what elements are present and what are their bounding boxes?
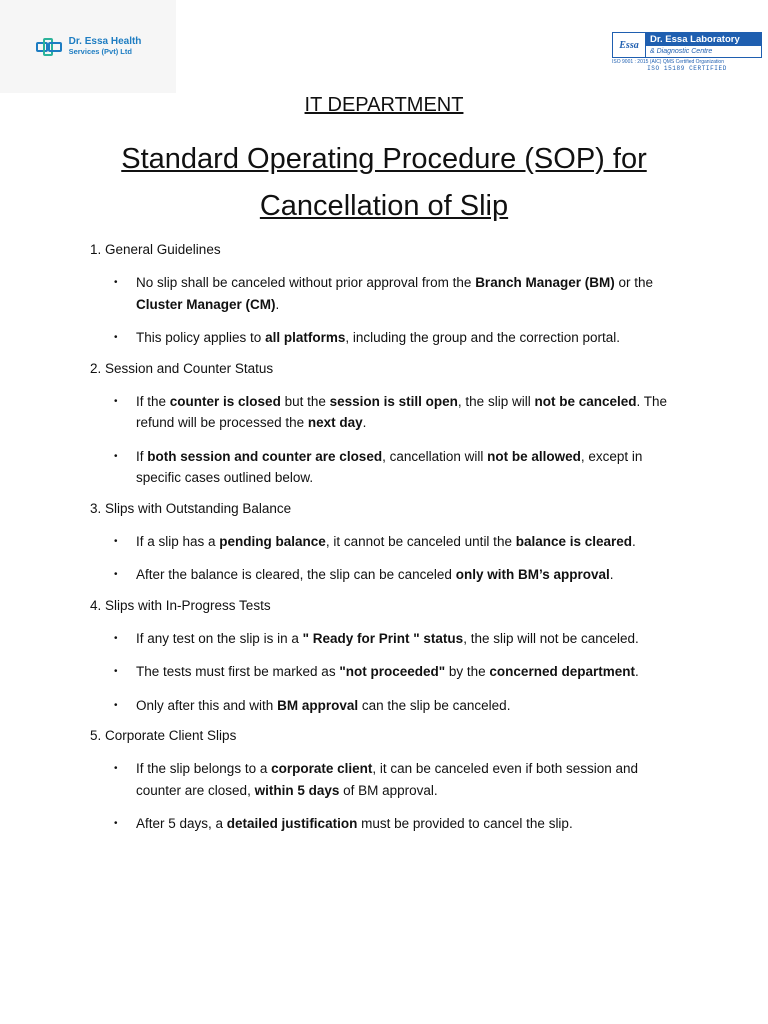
- header-left-logo-area: [0, 0, 176, 93]
- bullet-dot-icon: •: [114, 332, 118, 343]
- section-heading: 3. Slips with Outstanding Balance: [90, 500, 292, 516]
- bullet-dot-icon: •: [114, 395, 118, 407]
- bold-text: Branch Manager (BM): [475, 275, 615, 290]
- bullet-item: [90, 564, 690, 586]
- body-text: , cancellation will: [382, 448, 488, 464]
- iso-15189-line: ISO 15189 CERTIFIED: [647, 65, 727, 72]
- body-text: This policy applies to: [136, 330, 266, 345]
- body-text: by the: [445, 664, 490, 679]
- bold-text: concerned department: [489, 664, 635, 679]
- laboratory-logo-box: [612, 32, 762, 58]
- bullet-item: [90, 758, 690, 801]
- bold-text: not be canceled: [534, 393, 637, 409]
- bold-text: within 5 days: [254, 782, 340, 798]
- body-text: can the slip be canceled.: [358, 697, 511, 713]
- company-logo-text: [69, 37, 142, 57]
- bold-text: pending balance: [219, 533, 326, 549]
- bullet-dot-icon: •: [114, 699, 118, 711]
- section-heading: 5. Corporate Client Slips: [90, 728, 237, 743]
- document-title-line1: Standard Operating Procedure (SOP) for: [121, 143, 647, 175]
- body-text: If: [136, 448, 148, 464]
- body-text: After 5 days, a: [136, 816, 227, 831]
- bold-text: corporate client: [271, 761, 373, 776]
- laboratory-logo: [612, 32, 762, 72]
- laboratory-logo-name: [646, 33, 761, 57]
- iso-certification-line: ISO 9001 : 2015 (AIC) QMS Certified Organization: [612, 59, 724, 65]
- bullet-item: [90, 531, 690, 553]
- body-text: , except in: [580, 448, 643, 464]
- bullet-item: [90, 695, 690, 717]
- company-logo: [35, 36, 142, 58]
- laboratory-logo-mark: Essa: [613, 33, 646, 57]
- bold-text: balance is cleared: [515, 533, 633, 549]
- body-text: , the slip will not be canceled.: [463, 630, 639, 646]
- document-title-line2: Cancellation of Slip: [259, 190, 509, 222]
- bullet-dot-icon: •: [114, 535, 118, 547]
- bold-text: " Ready for Print " status: [302, 630, 464, 646]
- bold-text: not be allowed: [487, 448, 581, 464]
- department-heading: IT DEPARTMENT: [304, 94, 464, 116]
- bullet-dot-icon: •: [114, 277, 118, 288]
- company-name-line2: Services (Pvt) Ltd: [68, 46, 132, 56]
- body-text: After the balance is cleared, the slip can be canceled: [136, 567, 456, 582]
- section-heading: 1. General Guidelines: [90, 242, 221, 257]
- bullet-dot-icon: •: [114, 763, 118, 774]
- body-text: If any test on the slip is in a: [136, 630, 303, 646]
- body-text: Only after this and with: [136, 697, 278, 713]
- bold-text: detailed justification: [226, 816, 358, 831]
- body-text: but the: [280, 393, 330, 409]
- sop-content: [90, 240, 690, 835]
- body-text: .: [275, 296, 280, 312]
- company-name-line1: Dr. Essa Health: [68, 35, 142, 47]
- bullet-item: [90, 391, 690, 434]
- laboratory-subtitle: & Diagnostic Centre: [650, 48, 713, 55]
- bullet-dot-icon: •: [114, 632, 118, 644]
- bold-text: counter is closed: [169, 393, 281, 409]
- bold-text: Cluster Manager (CM): [136, 296, 276, 312]
- body-text: specific cases outlined below.: [136, 470, 314, 485]
- laboratory-name: Dr. Essa Laboratory: [646, 33, 761, 46]
- bold-text: "not proceeded": [339, 664, 446, 679]
- section-heading: 2. Session and Counter Status: [90, 360, 274, 376]
- body-text: , it cannot be canceled until the: [325, 533, 516, 549]
- body-text: If the: [136, 393, 170, 409]
- bold-text: BM approval: [277, 697, 359, 713]
- body-text: or the: [614, 275, 653, 290]
- body-text: The tests must first be marked as: [136, 664, 340, 679]
- body-text: , including the group and the correction portal.: [345, 330, 621, 345]
- bullet-dot-icon: •: [114, 818, 118, 829]
- body-text: .: [362, 415, 367, 430]
- health-cross-logo-icon: [35, 36, 65, 58]
- bold-text: session is still open: [329, 393, 458, 409]
- section-heading: 4. Slips with In-Progress Tests: [90, 597, 271, 613]
- bullet-item: [90, 327, 690, 349]
- bullet-item: [90, 446, 690, 489]
- body-text: .: [609, 567, 614, 582]
- body-text: refund will be processed the: [136, 415, 308, 430]
- bullet-dot-icon: •: [114, 666, 118, 677]
- bullet-item: [90, 272, 690, 315]
- document-title: [0, 136, 768, 230]
- body-text: must be provided to cancel the slip.: [357, 816, 573, 831]
- bullet-dot-icon: •: [114, 450, 118, 462]
- body-text: counter are closed,: [136, 782, 255, 798]
- body-text: , the slip will: [457, 393, 535, 409]
- bold-text: only with BM’s approval: [455, 567, 610, 582]
- body-text: If the slip belongs to a: [136, 761, 272, 776]
- body-text: No slip shall be canceled without prior approval from the: [136, 275, 476, 290]
- bullet-item: [90, 813, 690, 835]
- body-text: If a slip has a: [136, 533, 220, 549]
- bullet-item: [90, 661, 690, 683]
- bold-text: both session and counter are closed: [147, 448, 383, 464]
- bold-text: all platforms: [265, 330, 346, 345]
- body-text: .: [632, 533, 636, 549]
- bullet-dot-icon: •: [114, 569, 118, 580]
- body-text: . The: [636, 393, 668, 409]
- body-text: , it can be canceled even if both session and: [372, 761, 639, 776]
- bullet-item: [90, 628, 690, 650]
- body-text: .: [634, 664, 639, 679]
- bold-text: next day: [307, 415, 363, 430]
- body-text: of BM approval.: [339, 782, 438, 798]
